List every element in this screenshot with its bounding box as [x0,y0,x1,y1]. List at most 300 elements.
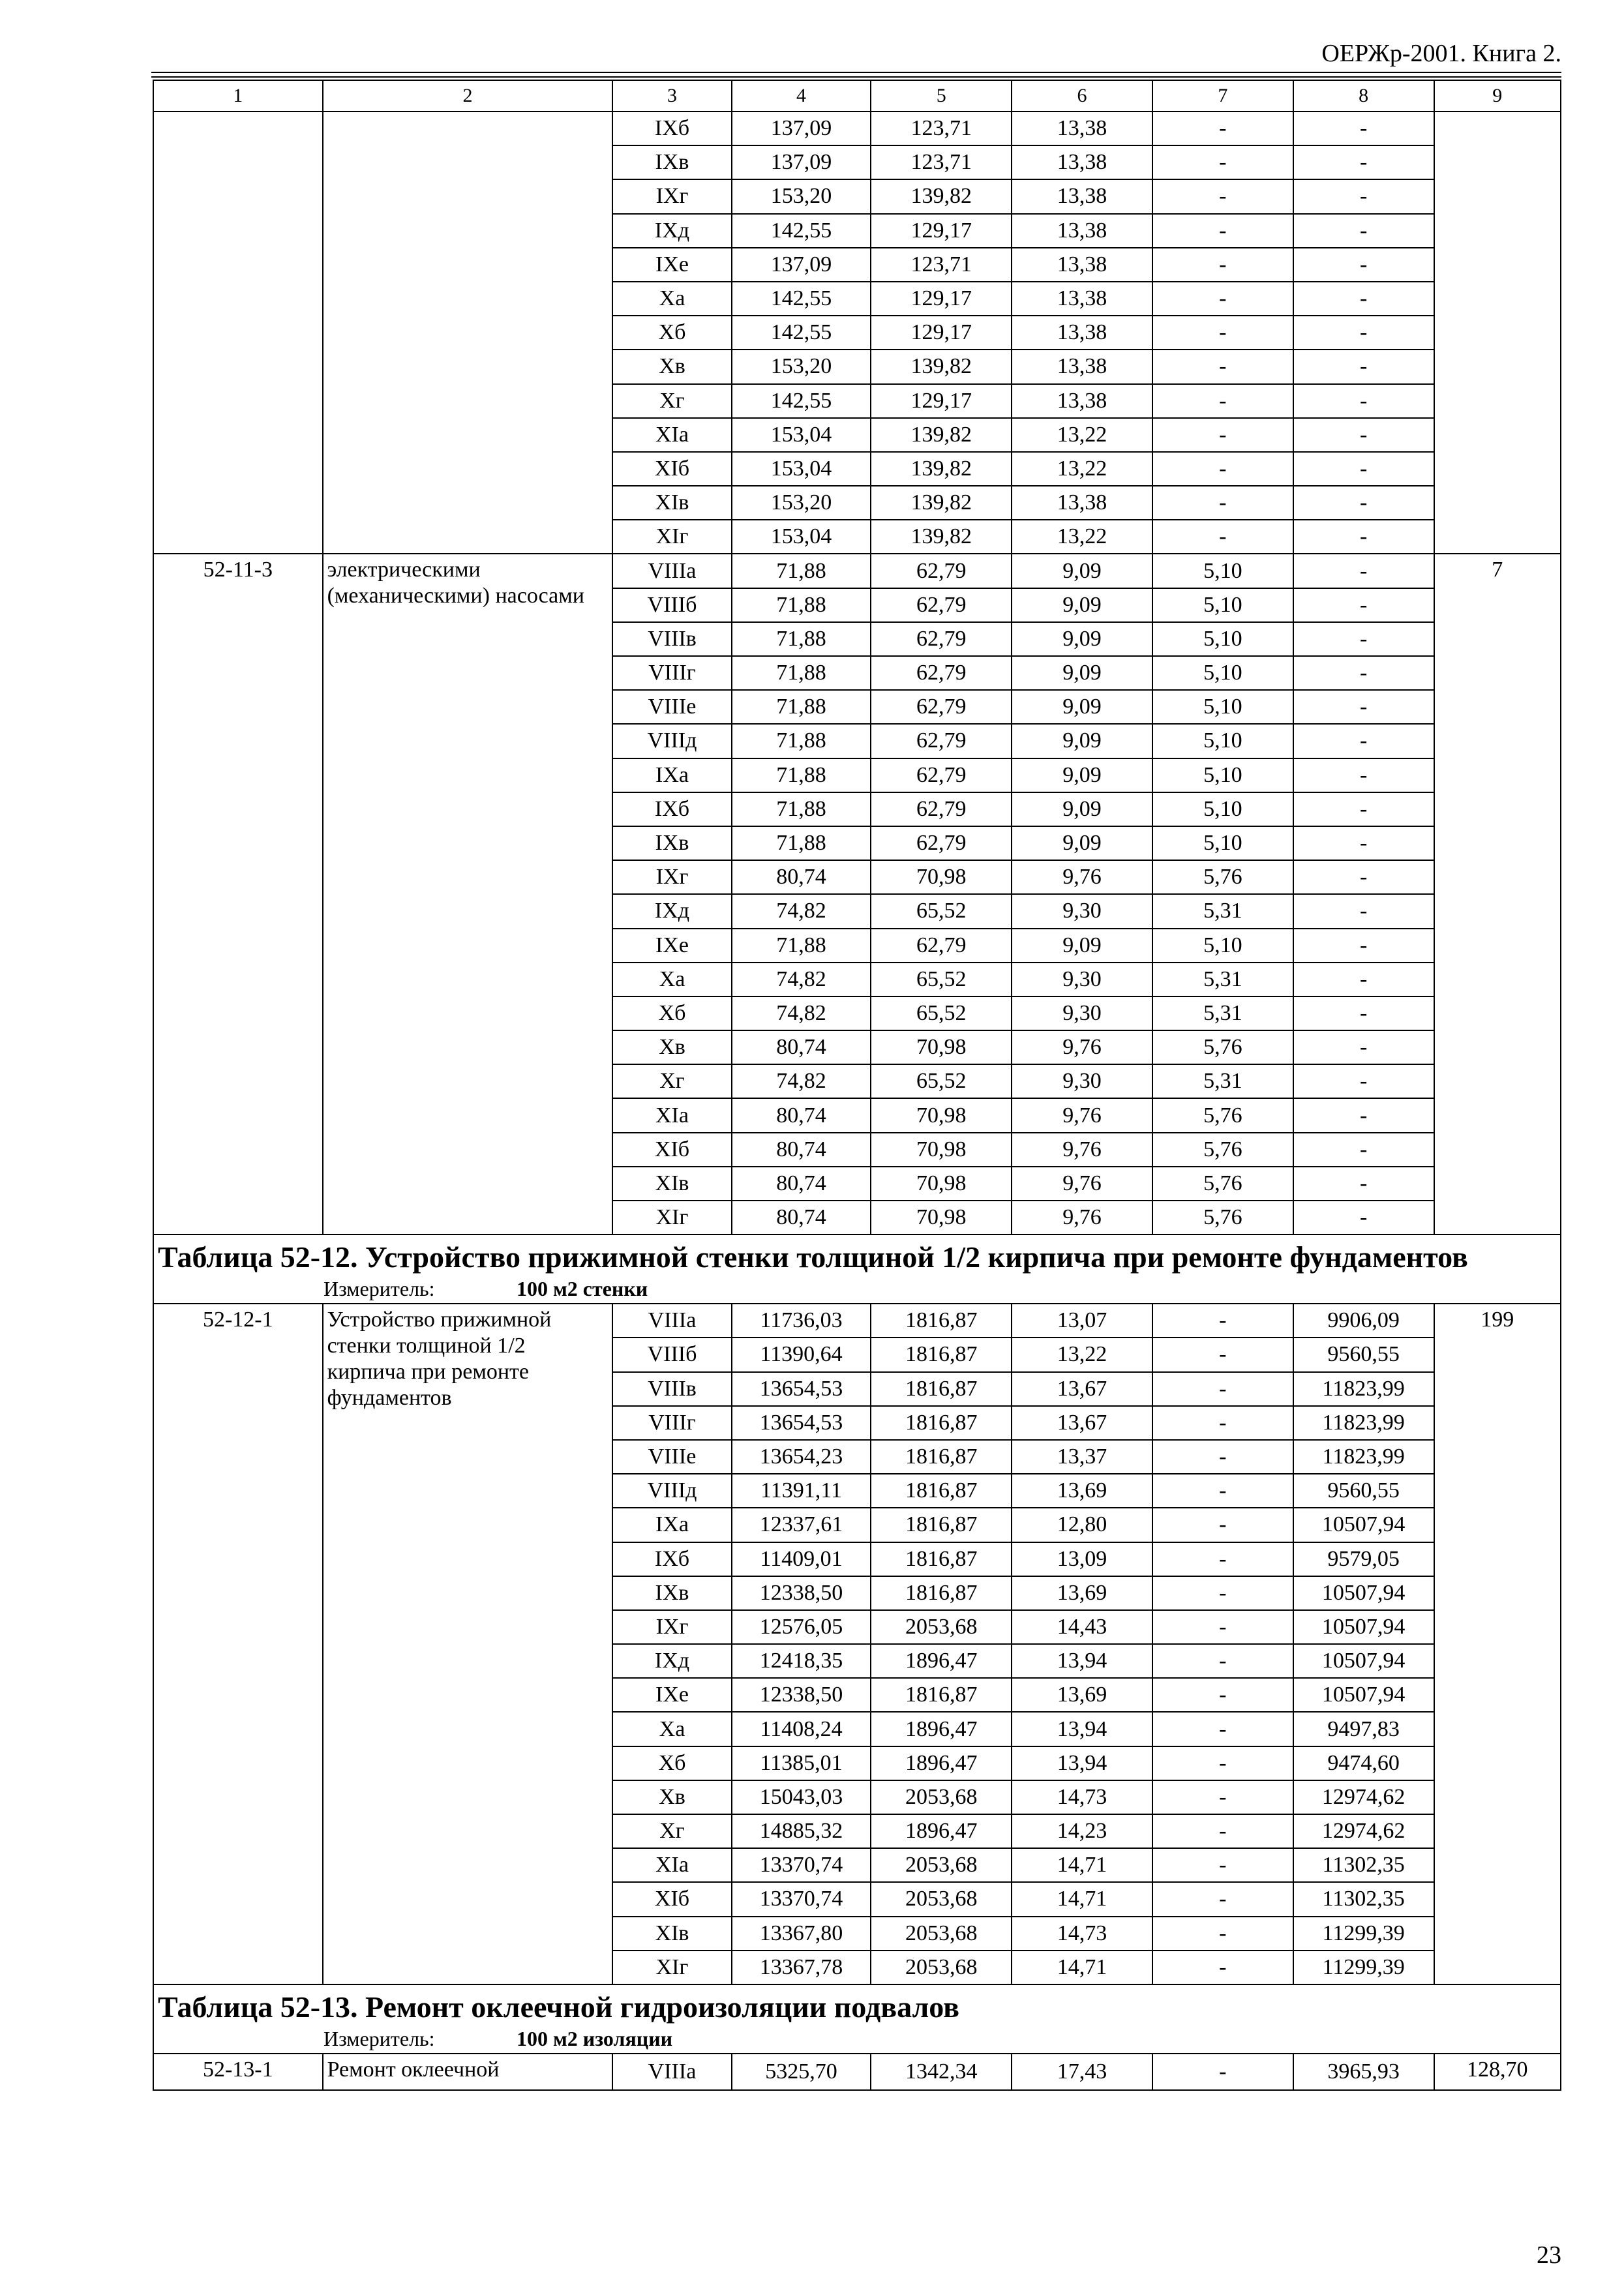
materials-cell: - [1293,179,1434,213]
materials-cell: - [1293,1133,1434,1167]
total-cost-cell: 13654,53 [732,1406,871,1440]
total-cost-cell: 80,74 [732,1167,871,1201]
total-cost-cell: 153,20 [732,179,871,213]
wages-cell: 1816,87 [871,1440,1012,1474]
total-cost-cell: 74,82 [732,894,871,928]
work-description-cell: электрическими (механическими) насосами [323,554,613,1234]
wages-cell: 62,79 [871,656,1012,690]
machines-cell: 9,30 [1012,1064,1152,1098]
section-header-row [153,1984,1561,2054]
machinist-wages-cell: - [1152,1304,1293,1338]
column-header: 9 [1434,80,1561,112]
region-code-cell: IXв [612,1576,731,1610]
machines-cell: 9,09 [1012,929,1152,963]
machines-cell: 9,30 [1012,894,1152,928]
machinist-wages-cell: - [1152,1644,1293,1678]
section-title: Таблица 52-13. Ремонт оклеечной гидроизоляции подвалов [158,1990,959,2024]
materials-cell: - [1293,929,1434,963]
materials-cell: - [1293,996,1434,1030]
region-code-cell: VIIIе [612,1440,731,1474]
total-cost-cell: 142,55 [732,384,871,418]
section-header [153,1234,1561,1304]
machines-cell: 13,38 [1012,316,1152,350]
total-cost-cell: 74,82 [732,1064,871,1098]
region-code-cell: IXб [612,792,731,826]
materials-cell: - [1293,248,1434,282]
machines-cell: 9,30 [1012,963,1152,996]
wages-cell: 129,17 [871,214,1012,248]
machines-cell: 17,43 [1012,2054,1152,2090]
region-code-cell: XIа [612,418,731,452]
machines-cell: 13,94 [1012,1712,1152,1746]
measure-unit [158,2026,1556,2052]
total-cost-cell: 80,74 [732,1133,871,1167]
machinist-wages-cell: 5,10 [1152,690,1293,724]
machinist-wages-cell: - [1152,486,1293,520]
total-cost-cell: 12337,61 [732,1508,871,1542]
total-cost-cell: 11390,64 [732,1338,871,1371]
machines-cell: 14,73 [1012,1917,1152,1951]
materials-cell: - [1293,1064,1434,1098]
machinist-wages-cell: - [1152,282,1293,316]
region-code-cell: XIб [612,452,731,486]
column-header-row [153,80,1561,112]
machinist-wages-cell: 5,31 [1152,1064,1293,1098]
region-code-cell: XIг [612,520,731,554]
machinist-wages-cell: 5,10 [1152,826,1293,860]
wages-cell: 70,98 [871,1167,1012,1201]
total-cost-cell: 153,04 [732,418,871,452]
materials-cell: - [1293,1098,1434,1132]
wages-cell: 62,79 [871,758,1012,792]
machinist-wages-cell: - [1152,145,1293,179]
page-number: 23 [1537,2241,1561,2269]
wages-cell: 70,98 [871,1030,1012,1064]
region-code-cell: IXв [612,145,731,179]
machines-cell: 13,09 [1012,1542,1152,1576]
measure-label: Измеритель: [323,2026,435,2050]
wages-cell: 139,82 [871,520,1012,554]
region-code-cell: XIв [612,1917,731,1951]
total-cost-cell: 71,88 [732,758,871,792]
machinist-wages-cell: 5,31 [1152,963,1293,996]
materials-cell: - [1293,384,1434,418]
materials-cell: - [1293,520,1434,554]
materials-cell: - [1293,656,1434,690]
machinist-wages-cell: - [1152,1712,1293,1746]
column-header: 1 [153,80,323,112]
table-row [153,1304,1561,1338]
machines-cell: 13,38 [1012,486,1152,520]
machinist-wages-cell: - [1152,1576,1293,1610]
machinist-wages-cell: - [1152,214,1293,248]
machinist-wages-cell: - [1152,316,1293,350]
total-cost-cell: 71,88 [732,929,871,963]
materials-cell: - [1293,1167,1434,1201]
wages-cell: 62,79 [871,826,1012,860]
machines-cell: 14,71 [1012,1848,1152,1882]
wages-cell: 139,82 [871,486,1012,520]
materials-cell: - [1293,1030,1434,1064]
materials-cell: - [1293,1201,1434,1234]
total-cost-cell: 11409,01 [732,1542,871,1576]
materials-cell: 11823,99 [1293,1440,1434,1474]
machines-cell: 9,09 [1012,588,1152,622]
materials-cell: 3965,93 [1293,2054,1434,2090]
region-code-cell: VIIIб [612,1338,731,1371]
machinist-wages-cell: - [1152,1746,1293,1780]
materials-cell: - [1293,452,1434,486]
region-code-cell: VIIIб [612,588,731,622]
wages-cell: 123,71 [871,248,1012,282]
total-cost-cell: 142,55 [732,316,871,350]
wages-cell: 62,79 [871,690,1012,724]
machines-cell: 9,76 [1012,1133,1152,1167]
region-code-cell: Xа [612,282,731,316]
machinist-wages-cell: - [1152,1440,1293,1474]
materials-cell: 10507,94 [1293,1610,1434,1644]
region-code-cell: Xб [612,316,731,350]
labor-hours-cell: 7 [1434,554,1561,1234]
wages-cell: 62,79 [871,929,1012,963]
wages-cell: 2053,68 [871,1917,1012,1951]
materials-cell: 11302,35 [1293,1882,1434,1916]
total-cost-cell: 71,88 [732,792,871,826]
machines-cell: 13,22 [1012,418,1152,452]
region-code-cell: Xг [612,1814,731,1848]
region-code-cell: Xв [612,1030,731,1064]
region-code-cell: IXг [612,1610,731,1644]
total-cost-cell: 14885,32 [732,1814,871,1848]
machinist-wages-cell: - [1152,350,1293,383]
total-cost-cell: 142,55 [732,282,871,316]
machinist-wages-cell: - [1152,1951,1293,1984]
region-code-cell: Xв [612,350,731,383]
machinist-wages-cell: - [1152,520,1293,554]
total-cost-cell: 80,74 [732,860,871,894]
norm-code-cell: 52-11-3 [153,554,323,1234]
machinist-wages-cell: 5,76 [1152,1201,1293,1234]
machinist-wages-cell: - [1152,1848,1293,1882]
wages-cell: 1896,47 [871,1746,1012,1780]
machines-cell: 9,76 [1012,1201,1152,1234]
machines-cell: 9,76 [1012,860,1152,894]
machinist-wages-cell: 5,10 [1152,588,1293,622]
region-code-cell: VIIIе [612,690,731,724]
materials-cell: - [1293,350,1434,383]
machines-cell: 12,80 [1012,1508,1152,1542]
total-cost-cell: 137,09 [732,145,871,179]
materials-cell: 11302,35 [1293,1848,1434,1882]
total-cost-cell: 137,09 [732,248,871,282]
machinist-wages-cell: 5,31 [1152,996,1293,1030]
machines-cell: 9,76 [1012,1167,1152,1201]
wages-cell: 2053,68 [871,1610,1012,1644]
machinist-wages-cell: - [1152,1474,1293,1508]
machinist-wages-cell: - [1152,248,1293,282]
materials-cell: - [1293,554,1434,588]
region-code-cell: Xа [612,963,731,996]
work-description-cell: Устройство прижимной стенки толщиной 1/2 кирпича при ремонте фундаментов [323,1304,613,1984]
region-code-cell: VIIIг [612,1406,731,1440]
machines-cell: 14,71 [1012,1882,1152,1916]
region-code-cell: XIа [612,1848,731,1882]
machinist-wages-cell: 5,76 [1152,1167,1293,1201]
column-header: 3 [612,80,731,112]
wages-cell: 62,79 [871,622,1012,656]
region-code-cell: Xг [612,1064,731,1098]
wages-cell: 123,71 [871,145,1012,179]
region-code-cell: VIIIд [612,724,731,758]
machines-cell: 13,38 [1012,350,1152,383]
machines-cell: 13,69 [1012,1576,1152,1610]
machines-cell: 13,67 [1012,1372,1152,1406]
region-code-cell: VIIIг [612,656,731,690]
wages-cell: 1816,87 [871,1372,1012,1406]
materials-cell: 11823,99 [1293,1406,1434,1440]
wages-cell: 70,98 [871,1098,1012,1132]
section-header-row [153,1234,1561,1304]
machines-cell: 9,09 [1012,724,1152,758]
region-code-cell: VIIIа [612,1304,731,1338]
machines-cell: 13,38 [1012,384,1152,418]
machinist-wages-cell: 5,76 [1152,1098,1293,1132]
machinist-wages-cell: - [1152,1917,1293,1951]
machines-cell: 13,69 [1012,1474,1152,1508]
machinist-wages-cell: - [1152,1882,1293,1916]
work-description-cell: Ремонт оклеечной [323,2054,613,2090]
total-cost-cell: 12338,50 [732,1678,871,1712]
column-header: 6 [1012,80,1152,112]
machines-cell: 13,22 [1012,452,1152,486]
machinist-wages-cell: - [1152,1338,1293,1371]
wages-cell: 1896,47 [871,1712,1012,1746]
machines-cell: 14,71 [1012,1951,1152,1984]
machinist-wages-cell: 5,10 [1152,758,1293,792]
total-cost-cell: 153,20 [732,486,871,520]
machinist-wages-cell: - [1152,2054,1293,2090]
wages-cell: 2053,68 [871,1951,1012,1984]
wages-cell: 129,17 [871,316,1012,350]
total-cost-cell: 13367,80 [732,1917,871,1951]
total-cost-cell: 15043,03 [732,1780,871,1814]
table-body [153,80,1561,2090]
machines-cell: 13,37 [1012,1440,1152,1474]
region-code-cell: IXд [612,1644,731,1678]
total-cost-cell: 74,82 [732,996,871,1030]
total-cost-cell: 12418,35 [732,1644,871,1678]
materials-cell: - [1293,690,1434,724]
wages-cell: 62,79 [871,554,1012,588]
materials-cell: - [1293,724,1434,758]
wages-cell: 1342,34 [871,2054,1012,2090]
region-code-cell: IXа [612,758,731,792]
wages-cell: 1816,87 [871,1338,1012,1371]
materials-cell: 10507,94 [1293,1576,1434,1610]
region-code-cell: VIIIв [612,622,731,656]
total-cost-cell: 71,88 [732,826,871,860]
region-code-cell: XIб [612,1133,731,1167]
materials-cell: - [1293,282,1434,316]
region-code-cell: IXе [612,248,731,282]
materials-cell: 10507,94 [1293,1678,1434,1712]
wages-cell: 139,82 [871,418,1012,452]
materials-cell: 10507,94 [1293,1644,1434,1678]
machinist-wages-cell: - [1152,452,1293,486]
materials-cell: - [1293,418,1434,452]
region-code-cell: XIв [612,486,731,520]
total-cost-cell: 71,88 [732,588,871,622]
norm-code-cell: 52-12-1 [153,1304,323,1984]
wages-cell: 62,79 [871,792,1012,826]
materials-cell: 10507,94 [1293,1508,1434,1542]
materials-cell: 9560,55 [1293,1338,1434,1371]
materials-cell: 9579,05 [1293,1542,1434,1576]
materials-cell: 9497,83 [1293,1712,1434,1746]
table-row [153,112,1561,145]
machines-cell: 13,22 [1012,520,1152,554]
machines-cell: 13,38 [1012,112,1152,145]
region-code-cell: VIIIв [612,1372,731,1406]
total-cost-cell: 80,74 [732,1201,871,1234]
measure-unit [158,1276,1556,1302]
materials-cell: - [1293,588,1434,622]
wages-cell: 1816,87 [871,1406,1012,1440]
machinist-wages-cell: - [1152,1372,1293,1406]
total-cost-cell: 142,55 [732,214,871,248]
machines-cell: 14,73 [1012,1780,1152,1814]
region-code-cell: IXе [612,929,731,963]
wages-cell: 2053,68 [871,1848,1012,1882]
region-code-cell: VIIIа [612,554,731,588]
total-cost-cell: 153,04 [732,520,871,554]
total-cost-cell: 71,88 [732,656,871,690]
total-cost-cell: 71,88 [732,622,871,656]
machinist-wages-cell: - [1152,1610,1293,1644]
wages-cell: 70,98 [871,1201,1012,1234]
materials-cell: - [1293,894,1434,928]
total-cost-cell: 13654,53 [732,1372,871,1406]
total-cost-cell: 71,88 [732,724,871,758]
machinist-wages-cell: 5,31 [1152,894,1293,928]
machinist-wages-cell: 5,10 [1152,929,1293,963]
materials-cell: 11299,39 [1293,1951,1434,1984]
machines-cell: 13,22 [1012,1338,1152,1371]
machines-cell: 9,09 [1012,622,1152,656]
machinist-wages-cell: 5,10 [1152,724,1293,758]
machines-cell: 9,09 [1012,656,1152,690]
wages-cell: 1816,87 [871,1474,1012,1508]
wages-cell: 1816,87 [871,1678,1012,1712]
materials-cell: - [1293,758,1434,792]
region-code-cell: VIIIа [612,2054,731,2090]
total-cost-cell: 11736,03 [732,1304,871,1338]
machines-cell: 13,38 [1012,214,1152,248]
table-row [153,554,1561,588]
machines-cell: 9,09 [1012,690,1152,724]
machines-cell: 13,38 [1012,145,1152,179]
machines-cell: 13,94 [1012,1746,1152,1780]
wages-cell: 1816,87 [871,1576,1012,1610]
machinist-wages-cell: 5,76 [1152,860,1293,894]
total-cost-cell: 74,82 [732,963,871,996]
machinist-wages-cell: - [1152,418,1293,452]
total-cost-cell: 71,88 [732,690,871,724]
machinist-wages-cell: - [1152,179,1293,213]
total-cost-cell: 137,09 [732,112,871,145]
region-code-cell: IXд [612,894,731,928]
section-header [153,1984,1561,2054]
total-cost-cell: 80,74 [732,1098,871,1132]
wages-cell: 123,71 [871,112,1012,145]
materials-cell: 9474,60 [1293,1746,1434,1780]
total-cost-cell: 13654,23 [732,1440,871,1474]
machines-cell: 14,23 [1012,1814,1152,1848]
region-code-cell: IXе [612,1678,731,1712]
machines-cell: 13,67 [1012,1406,1152,1440]
region-code-cell: Xа [612,1712,731,1746]
region-code-cell: XIб [612,1882,731,1916]
labor-hours-cell: 199 [1434,1304,1561,1984]
materials-cell: 11823,99 [1293,1372,1434,1406]
wages-cell: 139,82 [871,350,1012,383]
machinist-wages-cell: - [1152,1542,1293,1576]
materials-cell: 12974,62 [1293,1814,1434,1848]
column-header: 4 [732,80,871,112]
materials-cell: - [1293,112,1434,145]
region-code-cell: VIIIд [612,1474,731,1508]
machines-cell: 13,69 [1012,1678,1152,1712]
wages-cell: 1816,87 [871,1508,1012,1542]
wages-cell: 65,52 [871,996,1012,1030]
wages-cell: 129,17 [871,282,1012,316]
wages-cell: 62,79 [871,588,1012,622]
section-title: Таблица 52-12. Устройство прижимной стенки толщиной 1/2 кирпича при ремонте фундаментов [158,1240,1468,1274]
work-description-cell [323,112,613,554]
wages-cell: 1896,47 [871,1644,1012,1678]
region-code-cell: Xб [612,1746,731,1780]
measure-value: 100 м2 изоляции [517,2026,673,2050]
table-row [153,2054,1561,2090]
machines-cell: 9,76 [1012,1098,1152,1132]
machinist-wages-cell: - [1152,112,1293,145]
column-header: 7 [1152,80,1293,112]
wages-cell: 65,52 [871,894,1012,928]
materials-cell: 11299,39 [1293,1917,1434,1951]
header-rule [151,72,1561,73]
materials-cell: - [1293,860,1434,894]
wages-cell: 1816,87 [871,1304,1012,1338]
region-code-cell: XIг [612,1201,731,1234]
price-table [153,80,1561,2091]
wages-cell: 70,98 [871,860,1012,894]
materials-cell: - [1293,316,1434,350]
machines-cell: 13,38 [1012,248,1152,282]
total-cost-cell: 80,74 [732,1030,871,1064]
machinist-wages-cell: 5,10 [1152,656,1293,690]
region-code-cell: XIг [612,1951,731,1984]
machines-cell: 9,76 [1012,1030,1152,1064]
materials-cell: - [1293,963,1434,996]
machinist-wages-cell: 5,10 [1152,792,1293,826]
norm-code-cell [153,112,323,554]
machinist-wages-cell: - [1152,384,1293,418]
measure-value: 100 м2 стенки [517,1277,648,1301]
wages-cell: 70,98 [871,1133,1012,1167]
wages-cell: 62,79 [871,724,1012,758]
machines-cell: 9,09 [1012,826,1152,860]
total-cost-cell: 13370,74 [732,1882,871,1916]
